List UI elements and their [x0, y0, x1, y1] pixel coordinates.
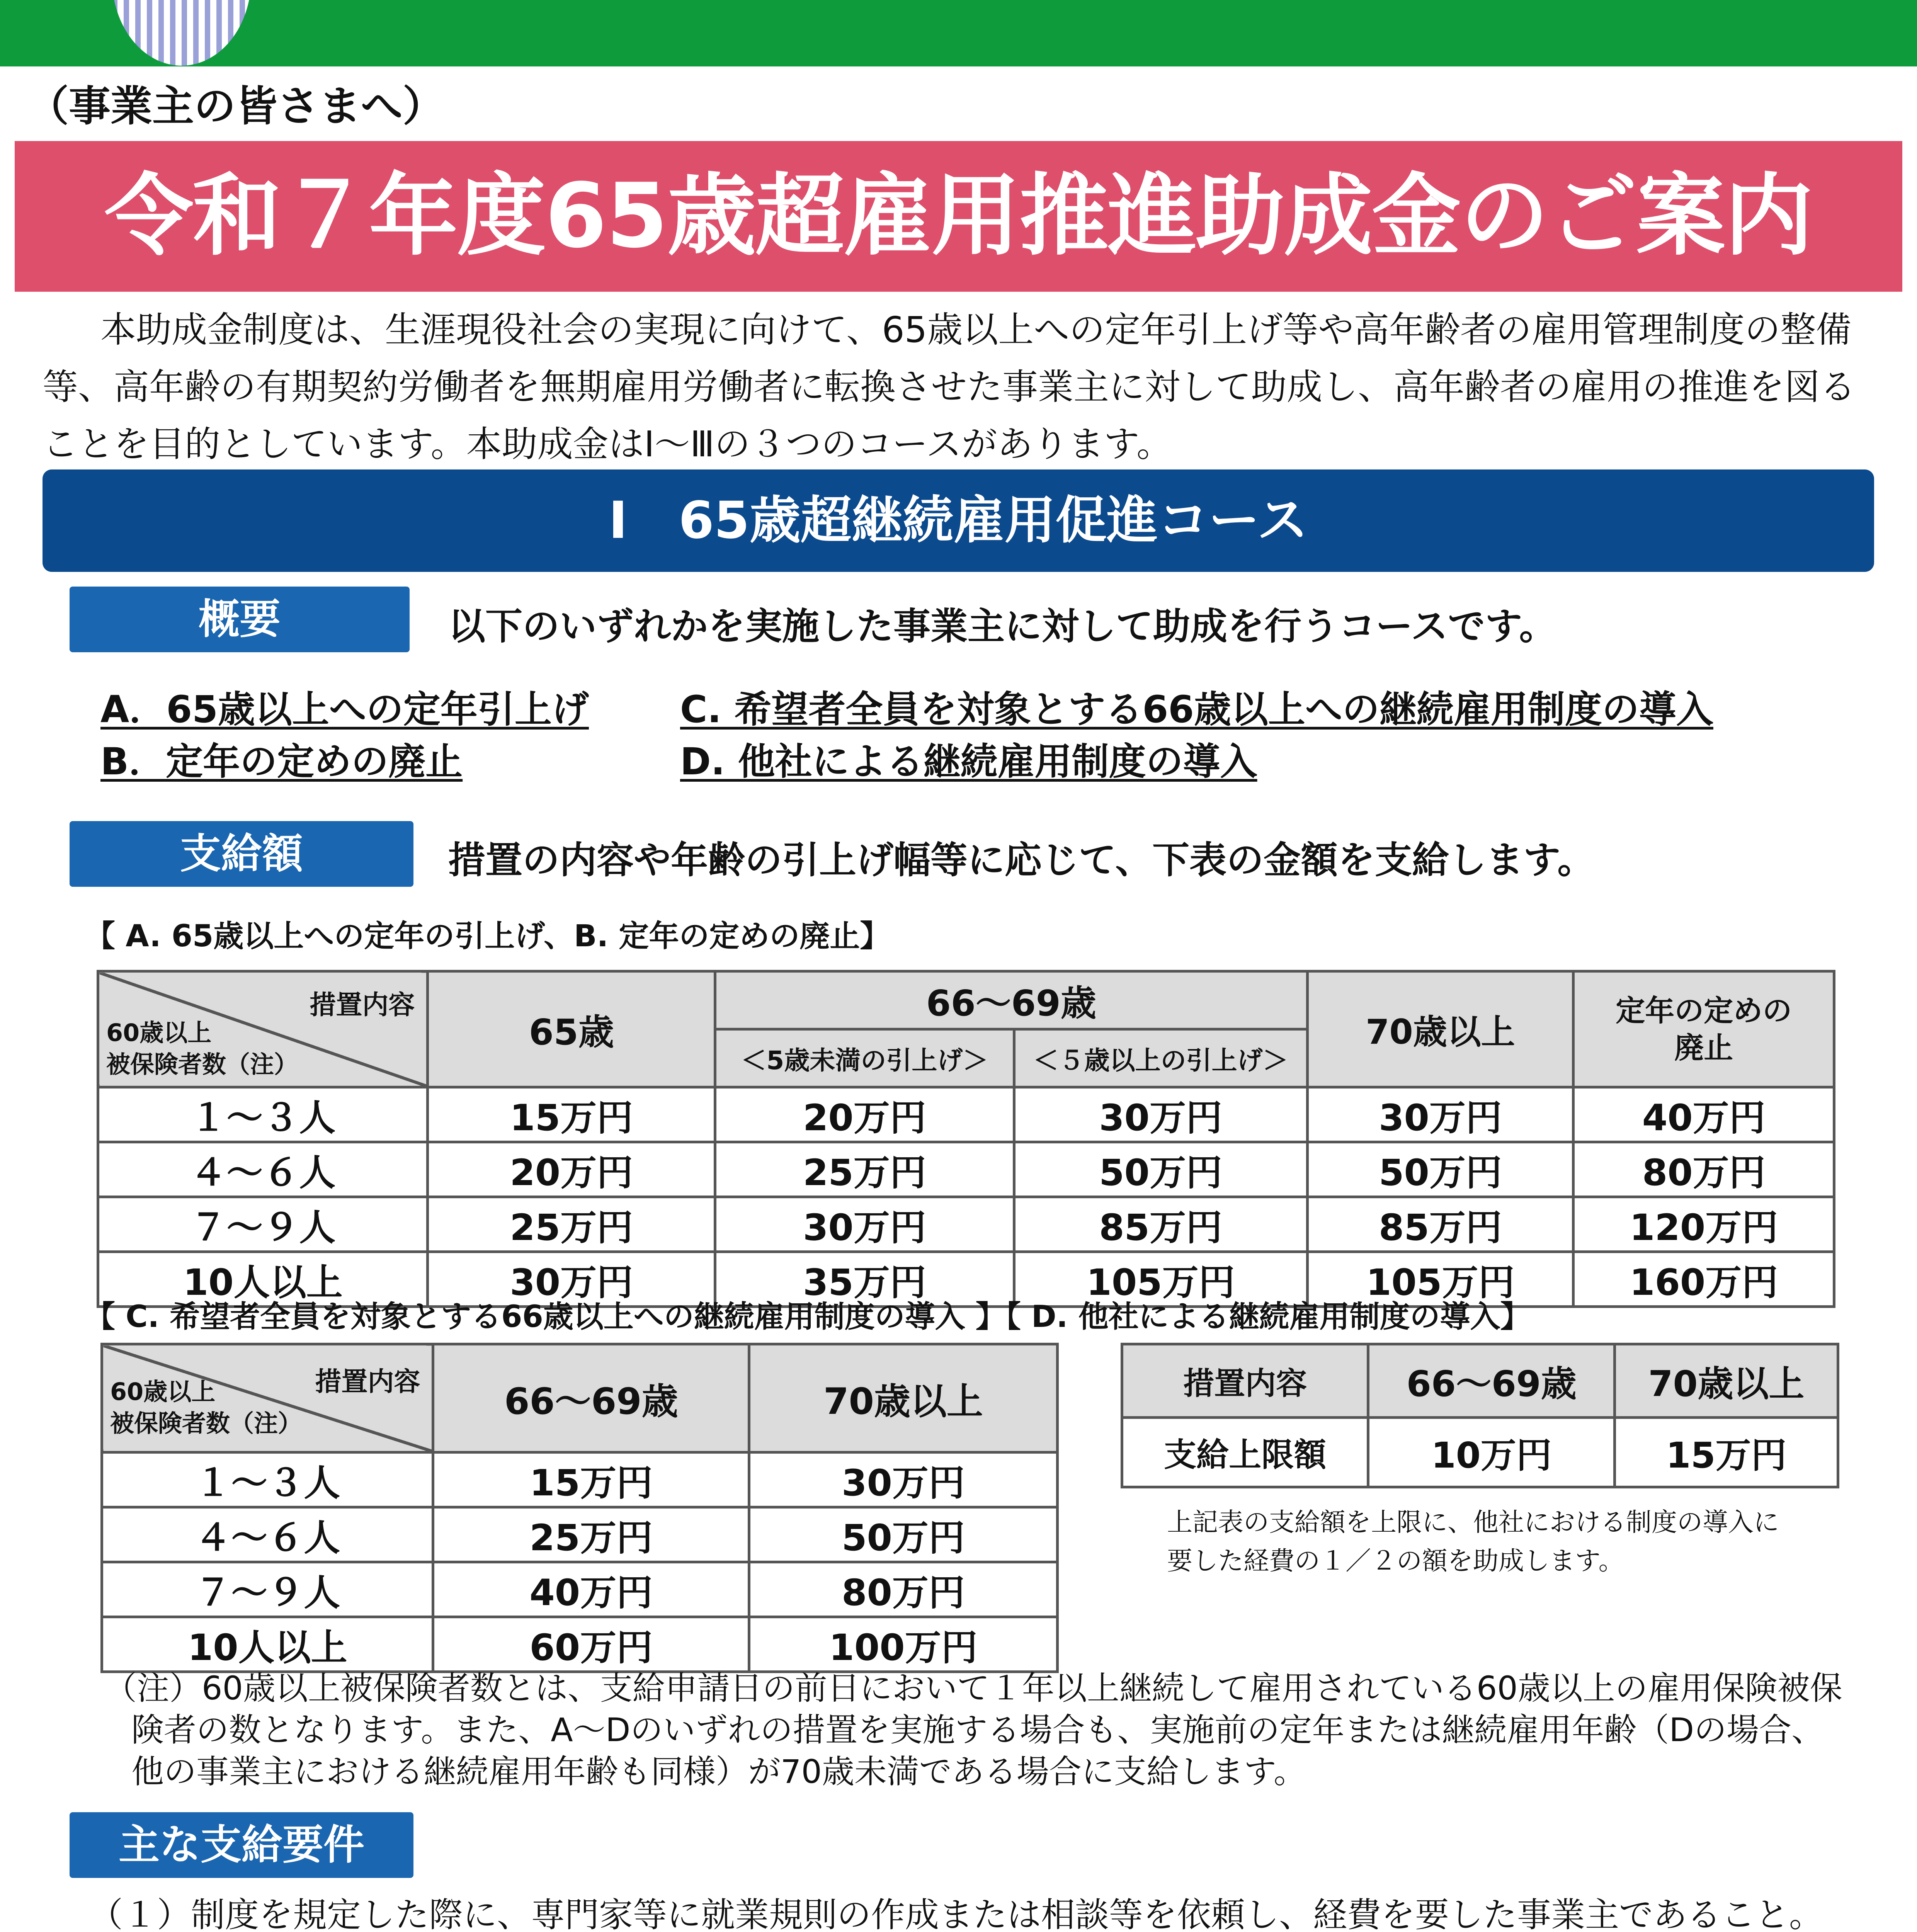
- table-cell: 15万円: [433, 1452, 749, 1507]
- table1-caption: 【 A. 65歳以上への定年の引上げ、B. 定年の定めの廃止】: [85, 919, 890, 954]
- table-cell: ４～６人: [102, 1507, 433, 1562]
- table-cell: １～３人: [102, 1452, 433, 1507]
- table-cell: 105万円: [1307, 1252, 1573, 1307]
- amount-text: 措置の内容や年齢の引上げ幅等に応じて、下表の金額を支給します。: [448, 838, 1595, 882]
- table-cell: 25万円: [715, 1142, 1014, 1197]
- table1-corner-top: 措置内容: [310, 990, 415, 1020]
- table-cell: ４～６人: [98, 1142, 428, 1197]
- table-cell: 30万円: [1014, 1087, 1307, 1142]
- table-cell: 50万円: [1307, 1142, 1573, 1197]
- table2-caption: 【 C. 希望者全員を対象とする66歳以上への継続雇用制度の導入 】【 D. 他社による継続雇用制度の導入】: [85, 1299, 1531, 1334]
- subsidy-limit-table-d: [1121, 1343, 1839, 1488]
- table-row: [98, 1087, 1834, 1142]
- course-title: Ⅰ 65歳超継続雇用促進コース: [43, 469, 1874, 572]
- table3-note: [1167, 1503, 1779, 1580]
- subsidy-table-cd: [100, 1343, 1059, 1673]
- table-cell: 40万円: [433, 1562, 749, 1617]
- table-cell: 160万円: [1573, 1252, 1834, 1307]
- table-cell: ７～９人: [98, 1197, 428, 1252]
- requirement-item-1: （１）制度を規定した際に、専門家等に就業規則の作成または相談等を依頼し、経費を要した事業主であること。: [89, 1895, 1823, 1932]
- table-row: [102, 1617, 1058, 1672]
- table-cell: 85万円: [1014, 1197, 1307, 1252]
- table-cell: 80万円: [1573, 1142, 1834, 1197]
- option-d: D. 他社による継続雇用制度の導入: [680, 740, 1257, 783]
- table-cell: 50万円: [1014, 1142, 1307, 1197]
- table3-note-line1: 上記表の支給額を上限に、他社における制度の導入に: [1167, 1507, 1779, 1537]
- table-row: [98, 1197, 1834, 1252]
- table-row: [102, 1452, 1058, 1507]
- table-row: [102, 1562, 1058, 1617]
- overview-text: 以下のいずれかを実施した事業主に対して助成を行うコースです。: [448, 605, 1556, 648]
- table-cell: 30万円: [749, 1452, 1058, 1507]
- table2-corner-top: 措置内容: [315, 1367, 420, 1397]
- table-cell: 120万円: [1573, 1197, 1834, 1252]
- table2-corner-cell: [102, 1344, 433, 1452]
- table-cell: 85万円: [1307, 1197, 1573, 1252]
- table-cell: 40万円: [1573, 1087, 1834, 1142]
- subsidy-table-ab: [97, 970, 1835, 1308]
- option-b: B．定年の定めの廃止: [100, 740, 463, 783]
- table-cell: 15万円: [428, 1087, 715, 1142]
- table-cell: 20万円: [428, 1142, 715, 1197]
- table3-note-line2: 要した経費の１／２の額を助成します。: [1167, 1546, 1624, 1576]
- option-a: A．65歳以上への定年引上げ: [100, 688, 589, 731]
- audience-label: （事業主の皆さまへ）: [27, 82, 445, 131]
- overview-label: 概要: [70, 587, 410, 652]
- table-row: [1122, 1418, 1838, 1487]
- table3-value-66-69: 10万円: [1368, 1418, 1615, 1487]
- page-title: 令和７年度65歳超雇用推進助成金のご案内: [15, 141, 1902, 292]
- table-cell: 30万円: [715, 1197, 1014, 1252]
- table-row: [98, 1142, 1834, 1197]
- table1-header-66-69: 66～69歳: [715, 971, 1307, 1029]
- table1-sub-ge5: ＜５歳以上の引上げ＞: [1014, 1029, 1307, 1087]
- table1-header-70: 70歳以上: [1307, 971, 1573, 1087]
- requirements-label: 主な支給要件: [70, 1812, 413, 1878]
- table-cell: 25万円: [428, 1197, 715, 1252]
- table3-header-measure: 措置内容: [1122, 1344, 1368, 1418]
- table-cell: 35万円: [715, 1252, 1014, 1307]
- table-cell: 105万円: [1014, 1252, 1307, 1307]
- table1-header-abolish: 定年の定めの 廃止: [1573, 971, 1834, 1087]
- table-cell: 10人以上: [98, 1252, 428, 1307]
- table1-header-65: 65歳: [428, 971, 715, 1087]
- amount-label: 支給額: [70, 821, 413, 887]
- top-green-band: [0, 0, 1917, 66]
- table3-value-70: 15万円: [1615, 1418, 1838, 1487]
- table-cell: 50万円: [749, 1507, 1058, 1562]
- table-cell: 80万円: [749, 1562, 1058, 1617]
- table-cell: 10人以上: [102, 1617, 433, 1672]
- table-cell: 60万円: [433, 1617, 749, 1672]
- table3-header-66-69: 66～69歳: [1368, 1344, 1615, 1418]
- table3-row-label: 支給上限額: [1122, 1418, 1368, 1487]
- note-insured-count: （注）60歳以上被保険者数とは、支給申請日の前日において１年以上継続して雇用されている60歳以上の雇用保険被保険者の数となります。また、A～Dのいずれの措置を実施する場合も、実施前の定年または継続雇用年齢（Dの場合、他の事業主における継続雇用年齢も同様）が70歳未満である場合に支給します。: [104, 1669, 1842, 1791]
- table1-sub-lt5: ＜5歳未満の引上げ＞: [715, 1029, 1014, 1087]
- table2-header-70: 70歳以上: [749, 1344, 1058, 1452]
- table-cell: 30万円: [1307, 1087, 1573, 1142]
- table-row: [102, 1507, 1058, 1562]
- table2-corner-bottom: 60歳以上 被保険者数（注）: [110, 1378, 302, 1437]
- intro-paragraph: 本助成金制度は、生涯現役社会の実現に向けて、65歳以上への定年引上げ等や高年齢者の雇用管理制度の整備等、高年齢の有期契約労働者を無期雇用労働者に転換させた事業主に対して助成し、高年齢者の雇用の推進を図ることを目的としています。本助成金はⅠ～Ⅲの３つのコースがあります。: [43, 309, 1856, 465]
- table-cell: 25万円: [433, 1507, 749, 1562]
- table3-header-70: 70歳以上: [1615, 1344, 1838, 1418]
- table-cell: １～３人: [98, 1087, 428, 1142]
- table1-corner-cell: [98, 971, 428, 1087]
- table-cell: 20万円: [715, 1087, 1014, 1142]
- table-cell: 100万円: [749, 1617, 1058, 1672]
- table-cell: ７～９人: [102, 1562, 433, 1617]
- table1-corner-bottom: 60歳以上 被保険者数（注）: [106, 1019, 298, 1078]
- table-cell: 30万円: [428, 1252, 715, 1307]
- table2-header-66-69: 66～69歳: [433, 1344, 749, 1452]
- option-c: C. 希望者全員を対象とする66歳以上への継続雇用制度の導入: [680, 688, 1713, 731]
